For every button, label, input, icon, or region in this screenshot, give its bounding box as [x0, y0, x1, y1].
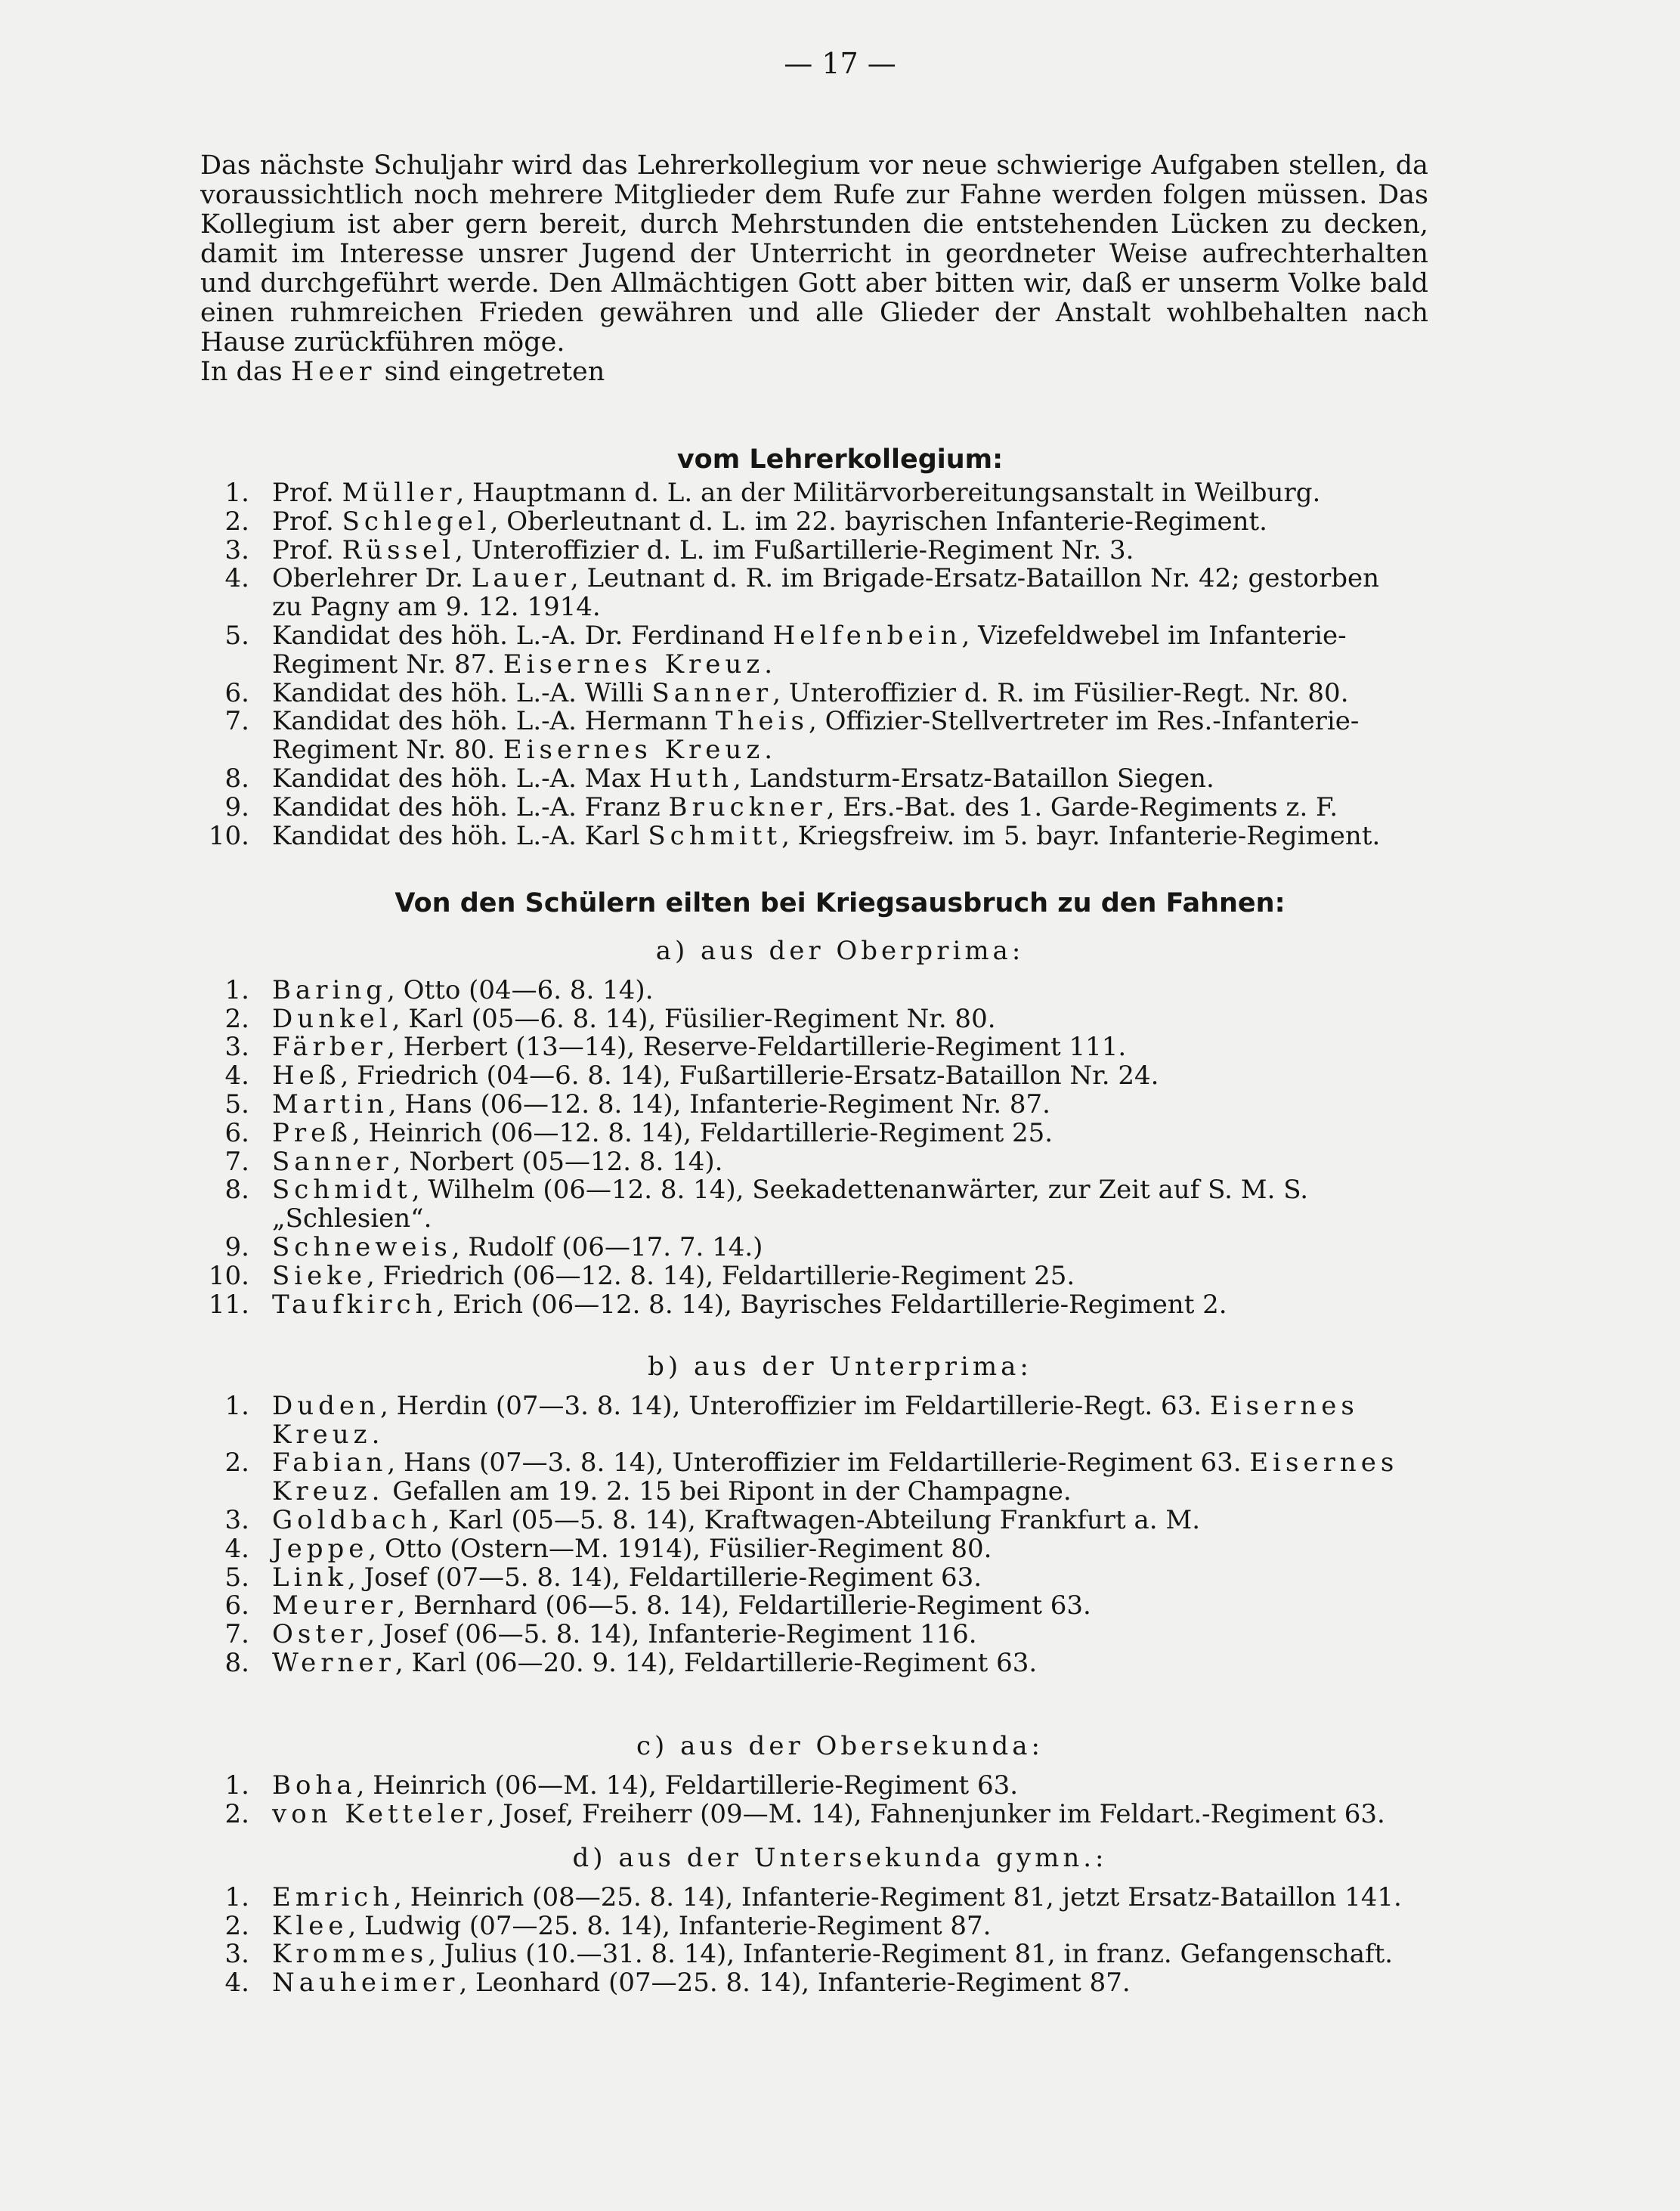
item-number: 5. [224, 1562, 249, 1593]
item-number: 7. [224, 1619, 249, 1650]
item-number: 3. [224, 1032, 249, 1063]
item-detail: , Rudolf (06—17. 7. 14.) [451, 1232, 763, 1262]
item-text [272, 821, 1380, 851]
item-text [272, 535, 1134, 565]
group-label: b) aus der Unterprima: [648, 1352, 1032, 1382]
item-number: 9. [224, 1232, 249, 1262]
item-name: Emrich [272, 1881, 394, 1912]
item-text [272, 1175, 1308, 1205]
item-detail: , Josef (06—5. 8. 14), Infanterie-Regiment 116. [367, 1619, 977, 1650]
item-number: 10. [208, 1260, 249, 1291]
item-text [272, 1968, 1131, 1998]
item-award: Eisernes [1249, 1448, 1399, 1479]
item-name: Schneweis [272, 1232, 452, 1262]
item-name: Boha [272, 1770, 357, 1801]
item-number: 7. [224, 706, 249, 737]
item-text [272, 706, 1359, 736]
item-text [272, 1648, 1037, 1678]
item-text [272, 1061, 1159, 1091]
continuation-text: zu Pagny am 9. 12. 1914. [272, 592, 601, 623]
heer-line [200, 358, 1428, 387]
item-text [272, 1147, 722, 1177]
item-prefix: Kandidat des höh. L.-A. Willi [272, 677, 652, 708]
item-text [272, 1939, 1393, 1969]
item-detail: , Hans (07—3. 8. 14), Unteroffizier im Feldartillerie-Regiment 63. [387, 1448, 1250, 1479]
item-detail: , Karl (06—20. 9. 14), Feldartillerie-Regiment 63. [394, 1648, 1038, 1678]
item-name: Klee [272, 1910, 348, 1941]
item-text [272, 621, 1347, 651]
bleed-through-background [1345, 355, 1648, 2094]
item-detail: , Ludwig (07—25. 8. 14), Infanterie-Regiment 87. [348, 1910, 992, 1941]
intro-paragraph: Das nächste Schuljahr wird das Lehrerkollegium vor neue schwierige Aufgaben stellen, da voraussichtlich noch mehrere Mitglieder dem Rufe zur Fahne werden folgen müssen. Das Kollegium ist aber gern bereit, durch Mehrstunden die entstehenden Lücken zu decken, damit im Interesse unsrer Jugend der Unterricht in geordneter Weise aufrechterhalten und durchgeführt werde. Den Allmächtigen Gott aber bitten wir, daß er unserm Volke bald einen ruhmreichen Frieden gewähren und alle Glieder der Anstalt wohlbehalten nach Hause zurückführen möge. [200, 150, 1428, 358]
item-detail: , Karl (05—6. 8. 14), Füsilier-Regiment Nr. 80. [391, 1003, 996, 1034]
item-number: 2. [224, 1003, 249, 1034]
item-detail: , Bernhard (06—5. 8. 14), Feldartillerie-Regiment 63. [397, 1590, 1091, 1621]
item-name: Huth [648, 763, 733, 794]
page-number: — 17 — [784, 47, 896, 80]
item-name: Oster [272, 1619, 367, 1650]
item-number: 8. [224, 1175, 249, 1206]
item-number: 4. [224, 1061, 249, 1092]
item-name: Sanner [272, 1146, 393, 1177]
item-detail: , Friedrich (06—12. 8. 14), Feldartillerie-Regiment 25. [367, 1260, 1075, 1291]
continuation-award: Eisernes Kreuz. [503, 649, 778, 680]
item-detail: , Landsturm-Ersatz-Bataillon Siegen. [732, 763, 1214, 794]
item-detail: , Unteroffizier d. L. im Fußartillerie-Regiment Nr. 3. [454, 534, 1134, 565]
item-text [272, 1290, 1227, 1320]
item-text [272, 763, 1214, 794]
item-detail: , Leutnant d. R. im Brigade-Ersatz-Bataillon Nr. 42; gestorben [570, 563, 1380, 594]
item-detail: , Heinrich (08—25. 8. 14), Infanterie-Regiment 81, jetzt Ersatz-Bataillon 141. [394, 1881, 1402, 1912]
item-number: 1. [224, 1390, 249, 1421]
item-number: 6. [224, 1117, 249, 1148]
item-name: Sanner [651, 677, 773, 708]
item-name: Schmitt [648, 820, 782, 851]
item-number: 3. [224, 1505, 249, 1535]
item-number: 6. [224, 677, 249, 708]
item-detail: , Norbert (05—12. 8. 14). [392, 1146, 723, 1177]
item-detail: , Wilhelm (06—12. 8. 14), Seekadettenanwärter, zur Zeit auf S. M. S. [411, 1175, 1309, 1206]
item-name: Dunkel [272, 1003, 392, 1034]
item-continuation [272, 649, 777, 680]
item-detail: , Ers.-Bat. des 1. Garde-Regiments z. F. [826, 791, 1338, 822]
item-detail: , Josef, Freiherr (09—M. 14), Fahnenjunker im Feldart.-Regiment 63. [486, 1798, 1385, 1829]
item-name: Schmidt [272, 1175, 412, 1206]
item-number: 1. [224, 974, 249, 1005]
item-continuation [272, 592, 601, 622]
continuation-text: Regiment Nr. 87. [272, 649, 503, 680]
item-text [272, 563, 1379, 593]
item-name: Müller [342, 478, 456, 508]
item-detail: , Otto (Ostern—M. 1914), Füsilier-Regiment 80. [368, 1533, 992, 1564]
item-number: 11. [208, 1289, 249, 1320]
item-detail: , Leonhard (07—25. 8. 14), Infanterie-Regiment 87. [459, 1968, 1131, 1999]
intro-text [200, 151, 1428, 387]
item-detail: , Hans (06—12. 8. 14), Infanterie-Regiment Nr. 87. [388, 1089, 1050, 1119]
item-text [272, 1391, 1359, 1421]
continuation-text: Gefallen am 19. 2. 15 bei Ripont in der Champagne. [384, 1476, 1072, 1507]
item-text [272, 506, 1267, 537]
item-text [272, 792, 1338, 822]
heer-suffix: sind eingetreten [376, 357, 605, 387]
item-continuation [272, 735, 777, 765]
item-detail: , Erich (06—12. 8. 14), Bayrisches Feldartillerie-Regiment 2. [436, 1289, 1227, 1320]
item-name: Werner [272, 1648, 395, 1678]
item-number: 10. [208, 820, 249, 851]
item-name: Helfenbein [772, 621, 962, 651]
item-detail: , Herdin (07—3. 8. 14), Unteroffizier im Feldartillerie-Regt. 63. [379, 1390, 1210, 1421]
group-label: a) aus der Oberprima: [655, 936, 1025, 966]
item-name: Fabian [272, 1448, 388, 1479]
item-number: 2. [224, 506, 249, 537]
item-name: Schlegel [342, 506, 490, 537]
item-text [272, 1534, 992, 1564]
item-text [272, 1590, 1091, 1621]
group-label: d) aus der Untersekunda gymn.: [572, 1843, 1108, 1873]
item-text [272, 1032, 1126, 1062]
item-text [272, 1004, 996, 1034]
group-label: c) aus der Obersekunda: [636, 1731, 1044, 1761]
item-text [272, 1770, 1018, 1801]
item-text [272, 478, 1320, 508]
continuation-text: „Schlesien“. [272, 1203, 432, 1234]
item-text [272, 1118, 1053, 1148]
item-prefix: Prof. [272, 478, 342, 508]
item-detail: , Otto (04—6. 8. 14). [387, 974, 654, 1005]
item-text [272, 1089, 1050, 1119]
continuation-award: Eisernes Kreuz. [503, 735, 778, 766]
continuation-award: Kreuz. [272, 1419, 385, 1450]
item-number: 5. [224, 1089, 249, 1119]
item-detail: , Vizefeldwebel im Infanterie- [961, 621, 1347, 651]
item-name: Jeppe [272, 1533, 369, 1564]
item-number: 4. [224, 1533, 249, 1564]
item-text [272, 1882, 1402, 1912]
item-continuation [272, 1476, 1072, 1507]
item-text [272, 1911, 992, 1941]
item-detail: , Friedrich (04—6. 8. 14), Fußartillerie-Ersatz-Bataillon Nr. 24. [340, 1061, 1159, 1092]
item-detail: , Karl (05—5. 8. 14), Kraftwagen-Abteilung Frankfurt a. M. [432, 1505, 1200, 1535]
item-name: Taufkirch [272, 1289, 437, 1320]
item-number: 2. [224, 1798, 249, 1829]
item-detail: , Unteroffizier d. R. im Füsilier-Regt. Nr. 80. [772, 677, 1349, 708]
item-name: Meurer [272, 1590, 398, 1621]
item-name: Duden [272, 1390, 380, 1421]
item-text [272, 1799, 1385, 1829]
item-prefix: Kandidat des höh. L.-A. Hermann [272, 706, 716, 737]
item-name: Heß [272, 1061, 341, 1092]
item-prefix: Oberlehrer Dr. [272, 563, 472, 594]
item-text [272, 1562, 982, 1593]
item-text [272, 1505, 1200, 1535]
item-detail: , Josef (07—5. 8. 14), Feldartillerie-Regiment 63. [347, 1562, 982, 1593]
item-name: Sieke [272, 1260, 367, 1291]
item-number: 7. [224, 1146, 249, 1177]
item-text [272, 678, 1349, 708]
item-prefix: Kandidat des höh. L.-A. Franz [272, 791, 669, 822]
item-detail: , Offizier-Stellvertreter im Res.-Infanterie- [808, 706, 1360, 737]
teachers-heading: vom Lehrerkollegium: [676, 444, 1004, 475]
item-number: 3. [224, 534, 249, 565]
item-prefix: Kandidat des höh. L.-A. Max [272, 763, 649, 794]
item-number: 9. [224, 791, 249, 822]
item-detail: , Herbert (13—14), Reserve-Feldartillerie-Regiment 111. [386, 1032, 1127, 1063]
item-number: 1. [224, 1881, 249, 1912]
continuation-award: Kreuz. [272, 1476, 385, 1507]
item-text [272, 1232, 763, 1262]
item-detail: , Kriegsfreiw. im 5. bayr. Infanterie-Regiment. [781, 820, 1381, 851]
item-number: 8. [224, 763, 249, 794]
item-number: 2. [224, 1448, 249, 1479]
item-number: 3. [224, 1939, 249, 1970]
item-text [272, 1619, 977, 1649]
heer-prefix: In das [200, 357, 291, 387]
item-detail: , Heinrich (06—12. 8. 14), Feldartillerie-Regiment 25. [351, 1117, 1053, 1148]
item-number: 8. [224, 1648, 249, 1678]
item-name: Preß [272, 1117, 352, 1148]
item-prefix: Kandidat des höh. L.-A. Karl [272, 820, 648, 851]
item-detail: , Oberleutnant d. L. im 22. bayrischen Infanterie-Regiment. [490, 506, 1267, 537]
item-name: von Ketteler [272, 1798, 487, 1829]
item-detail: , Hauptmann d. L. an der Militärvorbereitungsanstalt in Weilburg. [456, 478, 1321, 508]
item-award: Eisernes [1209, 1390, 1359, 1421]
item-name: Rüssel [342, 534, 455, 565]
item-text [272, 975, 654, 1005]
item-name: Theis [715, 706, 809, 737]
item-number: 6. [224, 1590, 249, 1621]
item-name: Lauer [471, 563, 571, 594]
item-name: Krommes [272, 1939, 429, 1970]
item-name: Martin [272, 1089, 388, 1119]
item-continuation [272, 1420, 384, 1450]
item-number: 2. [224, 1910, 249, 1941]
item-name: Bruckner [668, 791, 827, 822]
item-number: 1. [224, 1770, 249, 1801]
item-name: Goldbach [272, 1505, 432, 1535]
students-heading: Von den Schülern eilten bei Kriegsausbruch zu den Fahnen: [394, 888, 1286, 918]
item-number: 1. [224, 478, 249, 508]
item-prefix: Prof. [272, 506, 342, 537]
item-detail: , Julius (10.—31. 8. 14), Infanterie-Regiment 81, in franz. Gefangenschaft. [428, 1939, 1394, 1970]
item-name: Färber [272, 1032, 387, 1063]
item-number: 4. [224, 1968, 249, 1999]
item-prefix: Kandidat des höh. L.-A. Dr. Ferdinand [272, 621, 773, 651]
item-number: 5. [224, 621, 249, 651]
item-prefix: Prof. [272, 534, 342, 565]
item-number: 4. [224, 563, 249, 594]
item-name: Nauheimer [272, 1968, 459, 1999]
item-text [272, 1261, 1075, 1291]
item-text [272, 1448, 1398, 1478]
item-name: Link [272, 1562, 348, 1593]
item-continuation [272, 1203, 432, 1234]
item-detail: , Heinrich (06—M. 14), Feldartillerie-Regiment 63. [356, 1770, 1019, 1801]
item-name: Baring [272, 974, 388, 1005]
continuation-text: Regiment Nr. 80. [272, 735, 503, 766]
heer-word: Heer [290, 357, 376, 387]
